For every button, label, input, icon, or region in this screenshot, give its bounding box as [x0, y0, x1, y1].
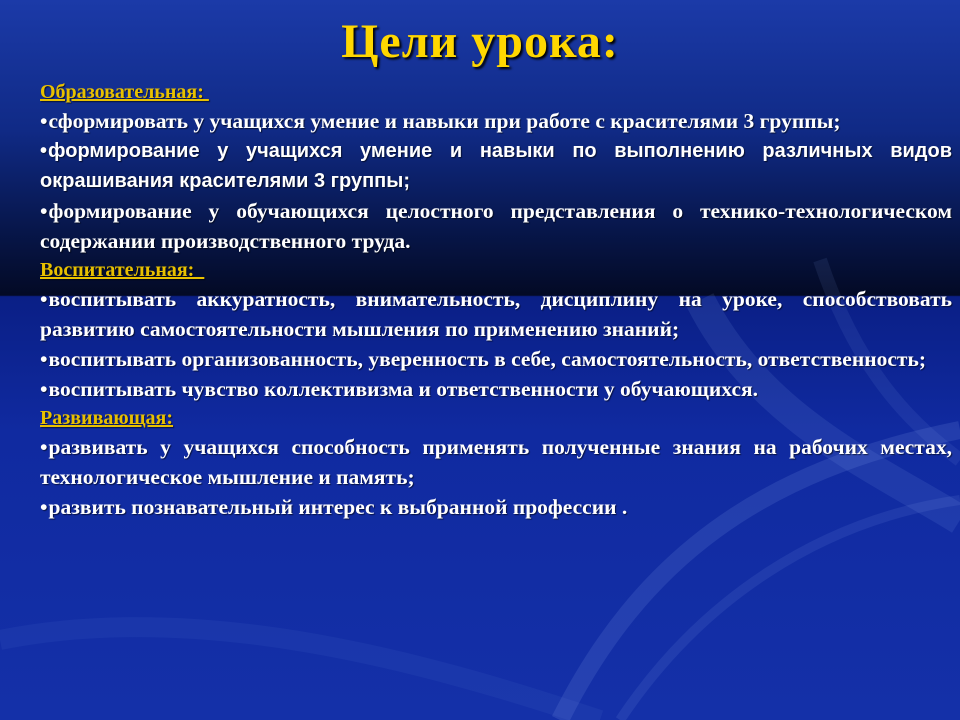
- bullet-icon: •: [40, 347, 48, 371]
- bullet-icon: •: [40, 435, 48, 459]
- section-heading-developmental: Развивающая:: [40, 407, 174, 429]
- list-item: •воспитывать чувство коллективизма и ответственности у обучающихся.: [40, 377, 758, 401]
- slide-title: Цели урока:: [341, 15, 619, 68]
- list-item: •сформировать у учащихся умение и навыки при работе с красителями 3 группы;: [40, 109, 841, 133]
- section-heading-upbringing: Воспитательная:: [40, 259, 205, 281]
- bullet-icon: •: [40, 287, 48, 311]
- bullet-icon: •: [40, 109, 48, 133]
- bullet-icon: •: [40, 140, 48, 162]
- list-item: •воспитывать аккуратность, внимательность, дисциплину на уроке, способствовать развитию самостоятельности мышления по применению знаний;: [40, 287, 952, 341]
- list-item: •развивать у учащихся способность применять полученные знания на рабочих местах, технологическое мышление и память;: [40, 435, 952, 489]
- goals-content: [40, 78, 952, 522]
- list-item: •формирование у обучающихся целостного представления о технико-технологическом содержании производственного труда.: [40, 199, 952, 253]
- bullet-icon: •: [40, 377, 48, 401]
- list-item: •воспитывать организованность, уверенность в себе, самостоятельность, ответственность;: [40, 347, 926, 371]
- bullet-icon: •: [40, 199, 48, 223]
- list-item: •развить познавательный интерес к выбранной профессии .: [40, 495, 628, 519]
- bullet-icon: •: [40, 495, 48, 519]
- section-heading-educational: Образовательная:: [40, 81, 209, 103]
- list-item: •формирование у учащихся умение и навыки по выполнению различных видов окрашивания красителями 3 группы;: [40, 140, 952, 192]
